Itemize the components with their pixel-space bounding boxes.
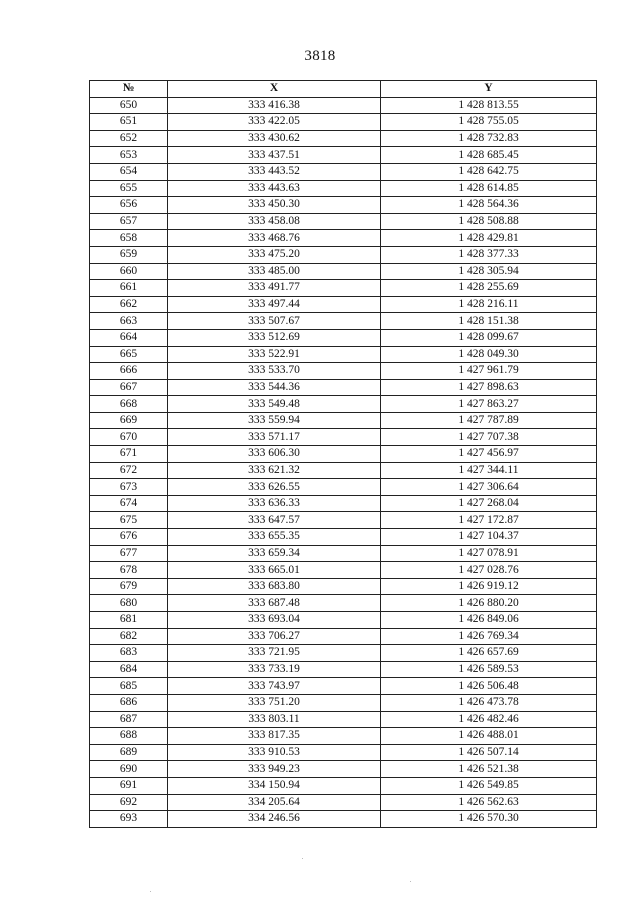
cell-x: 333 468.76 bbox=[168, 230, 381, 247]
cell-y: 1 427 787.89 bbox=[381, 412, 597, 429]
table-row bbox=[90, 197, 597, 214]
table-row bbox=[90, 114, 597, 131]
cell-number: 665 bbox=[90, 346, 168, 363]
table-row bbox=[90, 346, 597, 363]
table-row bbox=[90, 761, 597, 778]
cell-number: 692 bbox=[90, 794, 168, 811]
cell-number: 674 bbox=[90, 495, 168, 512]
cell-number: 680 bbox=[90, 595, 168, 612]
cell-y: 1 426 849.06 bbox=[381, 612, 597, 629]
table-body bbox=[90, 97, 597, 827]
cell-x: 333 655.35 bbox=[168, 529, 381, 546]
cell-number: 687 bbox=[90, 711, 168, 728]
table-row bbox=[90, 246, 597, 263]
cell-number: 658 bbox=[90, 230, 168, 247]
table-row bbox=[90, 694, 597, 711]
cell-number: 663 bbox=[90, 313, 168, 330]
cell-x: 333 647.57 bbox=[168, 512, 381, 529]
cell-x: 333 507.67 bbox=[168, 313, 381, 330]
cell-x: 333 743.97 bbox=[168, 678, 381, 695]
coordinates-table bbox=[89, 80, 597, 828]
cell-y: 1 427 344.11 bbox=[381, 462, 597, 479]
cell-y: 1 426 506.48 bbox=[381, 678, 597, 695]
cell-number: 651 bbox=[90, 114, 168, 131]
cell-x: 333 443.63 bbox=[168, 180, 381, 197]
table-row bbox=[90, 230, 597, 247]
cell-number: 677 bbox=[90, 545, 168, 562]
header-x: X bbox=[168, 81, 381, 98]
cell-y: 1 427 456.97 bbox=[381, 446, 597, 463]
table-row bbox=[90, 446, 597, 463]
table-row bbox=[90, 147, 597, 164]
cell-y: 1 426 521.38 bbox=[381, 761, 597, 778]
table-row bbox=[90, 661, 597, 678]
cell-number: 652 bbox=[90, 130, 168, 147]
cell-y: 1 427 078.91 bbox=[381, 545, 597, 562]
cell-number: 662 bbox=[90, 296, 168, 313]
table-row bbox=[90, 163, 597, 180]
cell-x: 333 549.48 bbox=[168, 396, 381, 413]
table-row bbox=[90, 429, 597, 446]
table-row bbox=[90, 379, 597, 396]
cell-x: 333 621.32 bbox=[168, 462, 381, 479]
cell-x: 333 497.44 bbox=[168, 296, 381, 313]
cell-y: 1 428 732.83 bbox=[381, 130, 597, 147]
cell-x: 333 522.91 bbox=[168, 346, 381, 363]
cell-y: 1 428 099.67 bbox=[381, 329, 597, 346]
scan-speck bbox=[150, 891, 151, 892]
cell-number: 667 bbox=[90, 379, 168, 396]
cell-number: 670 bbox=[90, 429, 168, 446]
cell-number: 656 bbox=[90, 197, 168, 214]
table-row bbox=[90, 479, 597, 496]
cell-x: 334 150.94 bbox=[168, 777, 381, 794]
cell-x: 333 475.20 bbox=[168, 246, 381, 263]
cell-y: 1 427 961.79 bbox=[381, 363, 597, 380]
cell-y: 1 427 306.64 bbox=[381, 479, 597, 496]
cell-x: 333 949.23 bbox=[168, 761, 381, 778]
cell-number: 684 bbox=[90, 661, 168, 678]
cell-x: 333 443.52 bbox=[168, 163, 381, 180]
cell-y: 1 426 562.63 bbox=[381, 794, 597, 811]
cell-number: 672 bbox=[90, 462, 168, 479]
cell-number: 669 bbox=[90, 412, 168, 429]
cell-number: 688 bbox=[90, 728, 168, 745]
cell-x: 333 687.48 bbox=[168, 595, 381, 612]
cell-y: 1 427 898.63 bbox=[381, 379, 597, 396]
cell-y: 1 426 657.69 bbox=[381, 645, 597, 662]
cell-number: 661 bbox=[90, 280, 168, 297]
cell-y: 1 426 919.12 bbox=[381, 578, 597, 595]
table-row bbox=[90, 213, 597, 230]
cell-number: 666 bbox=[90, 363, 168, 380]
cell-y: 1 428 049.30 bbox=[381, 346, 597, 363]
table-row bbox=[90, 296, 597, 313]
cell-x: 333 491.77 bbox=[168, 280, 381, 297]
cell-number: 681 bbox=[90, 612, 168, 629]
table-row bbox=[90, 595, 597, 612]
cell-number: 676 bbox=[90, 529, 168, 546]
cell-x: 333 450.30 bbox=[168, 197, 381, 214]
cell-x: 333 544.36 bbox=[168, 379, 381, 396]
cell-y: 1 426 482.46 bbox=[381, 711, 597, 728]
cell-y: 1 428 151.38 bbox=[381, 313, 597, 330]
cell-x: 333 733.19 bbox=[168, 661, 381, 678]
cell-x: 333 693.04 bbox=[168, 612, 381, 629]
cell-x: 333 910.53 bbox=[168, 744, 381, 761]
scan-speck bbox=[302, 858, 303, 859]
cell-x: 333 665.01 bbox=[168, 562, 381, 579]
cell-x: 333 422.05 bbox=[168, 114, 381, 131]
cell-y: 1 428 564.36 bbox=[381, 197, 597, 214]
table-row bbox=[90, 794, 597, 811]
table-row bbox=[90, 612, 597, 629]
cell-x: 333 659.34 bbox=[168, 545, 381, 562]
table-row bbox=[90, 180, 597, 197]
cell-y: 1 427 172.87 bbox=[381, 512, 597, 529]
table-row bbox=[90, 396, 597, 413]
cell-y: 1 428 305.94 bbox=[381, 263, 597, 280]
cell-x: 333 721.95 bbox=[168, 645, 381, 662]
cell-number: 691 bbox=[90, 777, 168, 794]
cell-number: 660 bbox=[90, 263, 168, 280]
cell-y: 1 426 880.20 bbox=[381, 595, 597, 612]
cell-x: 333 803.11 bbox=[168, 711, 381, 728]
cell-y: 1 426 570.30 bbox=[381, 811, 597, 828]
table-row bbox=[90, 811, 597, 828]
table-row bbox=[90, 628, 597, 645]
cell-number: 655 bbox=[90, 180, 168, 197]
cell-x: 333 636.33 bbox=[168, 495, 381, 512]
cell-y: 1 427 268.04 bbox=[381, 495, 597, 512]
table-row bbox=[90, 495, 597, 512]
table-row bbox=[90, 711, 597, 728]
cell-y: 1 427 028.76 bbox=[381, 562, 597, 579]
cell-x: 333 430.62 bbox=[168, 130, 381, 147]
table-row bbox=[90, 363, 597, 380]
cell-y: 1 428 755.05 bbox=[381, 114, 597, 131]
cell-x: 334 205.64 bbox=[168, 794, 381, 811]
cell-x: 333 626.55 bbox=[168, 479, 381, 496]
cell-number: 686 bbox=[90, 694, 168, 711]
cell-number: 668 bbox=[90, 396, 168, 413]
cell-number: 679 bbox=[90, 578, 168, 595]
cell-x: 333 571.17 bbox=[168, 429, 381, 446]
cell-y: 1 428 813.55 bbox=[381, 97, 597, 114]
scan-speck bbox=[410, 881, 411, 882]
table-row bbox=[90, 578, 597, 595]
cell-y: 1 428 614.85 bbox=[381, 180, 597, 197]
cell-y: 1 426 488.01 bbox=[381, 728, 597, 745]
table-header bbox=[90, 81, 597, 98]
cell-y: 1 426 589.53 bbox=[381, 661, 597, 678]
cell-y: 1 427 863.27 bbox=[381, 396, 597, 413]
table-row bbox=[90, 744, 597, 761]
cell-number: 689 bbox=[90, 744, 168, 761]
cell-y: 1 426 507.14 bbox=[381, 744, 597, 761]
cell-number: 650 bbox=[90, 97, 168, 114]
cell-y: 1 427 707.38 bbox=[381, 429, 597, 446]
cell-x: 333 683.80 bbox=[168, 578, 381, 595]
cell-x: 333 458.08 bbox=[168, 213, 381, 230]
cell-number: 683 bbox=[90, 645, 168, 662]
cell-y: 1 426 549.85 bbox=[381, 777, 597, 794]
cell-x: 333 817.35 bbox=[168, 728, 381, 745]
table-row bbox=[90, 412, 597, 429]
table-row bbox=[90, 97, 597, 114]
cell-number: 673 bbox=[90, 479, 168, 496]
cell-x: 333 559.94 bbox=[168, 412, 381, 429]
cell-y: 1 428 429.81 bbox=[381, 230, 597, 247]
cell-number: 671 bbox=[90, 446, 168, 463]
table-row bbox=[90, 562, 597, 579]
cell-number: 682 bbox=[90, 628, 168, 645]
cell-number: 659 bbox=[90, 246, 168, 263]
page-number: 3818 bbox=[304, 48, 336, 64]
table-row bbox=[90, 512, 597, 529]
cell-y: 1 428 216.11 bbox=[381, 296, 597, 313]
header-row bbox=[90, 81, 597, 98]
cell-number: 653 bbox=[90, 147, 168, 164]
table-row bbox=[90, 462, 597, 479]
cell-x: 333 485.00 bbox=[168, 263, 381, 280]
table-row bbox=[90, 728, 597, 745]
cell-y: 1 428 255.69 bbox=[381, 280, 597, 297]
cell-y: 1 428 377.33 bbox=[381, 246, 597, 263]
cell-y: 1 426 473.78 bbox=[381, 694, 597, 711]
cell-number: 657 bbox=[90, 213, 168, 230]
cell-number: 654 bbox=[90, 163, 168, 180]
cell-x: 333 706.27 bbox=[168, 628, 381, 645]
cell-number: 685 bbox=[90, 678, 168, 695]
cell-x: 333 606.30 bbox=[168, 446, 381, 463]
cell-x: 333 512.69 bbox=[168, 329, 381, 346]
table-row bbox=[90, 263, 597, 280]
table-row bbox=[90, 678, 597, 695]
cell-number: 664 bbox=[90, 329, 168, 346]
cell-x: 334 246.56 bbox=[168, 811, 381, 828]
cell-number: 678 bbox=[90, 562, 168, 579]
table-row bbox=[90, 130, 597, 147]
cell-x: 333 416.38 bbox=[168, 97, 381, 114]
cell-number: 690 bbox=[90, 761, 168, 778]
cell-y: 1 427 104.37 bbox=[381, 529, 597, 546]
cell-x: 333 437.51 bbox=[168, 147, 381, 164]
header-y: Y bbox=[381, 81, 597, 98]
cell-y: 1 426 769.34 bbox=[381, 628, 597, 645]
table-row bbox=[90, 777, 597, 794]
cell-y: 1 428 642.75 bbox=[381, 163, 597, 180]
table-row bbox=[90, 645, 597, 662]
header-number: № bbox=[90, 81, 168, 98]
table-row bbox=[90, 280, 597, 297]
cell-number: 675 bbox=[90, 512, 168, 529]
cell-y: 1 428 508.88 bbox=[381, 213, 597, 230]
table-row bbox=[90, 529, 597, 546]
table-row bbox=[90, 313, 597, 330]
cell-number: 693 bbox=[90, 811, 168, 828]
cell-x: 333 533.70 bbox=[168, 363, 381, 380]
table-row bbox=[90, 329, 597, 346]
table-row bbox=[90, 545, 597, 562]
cell-x: 333 751.20 bbox=[168, 694, 381, 711]
cell-y: 1 428 685.45 bbox=[381, 147, 597, 164]
